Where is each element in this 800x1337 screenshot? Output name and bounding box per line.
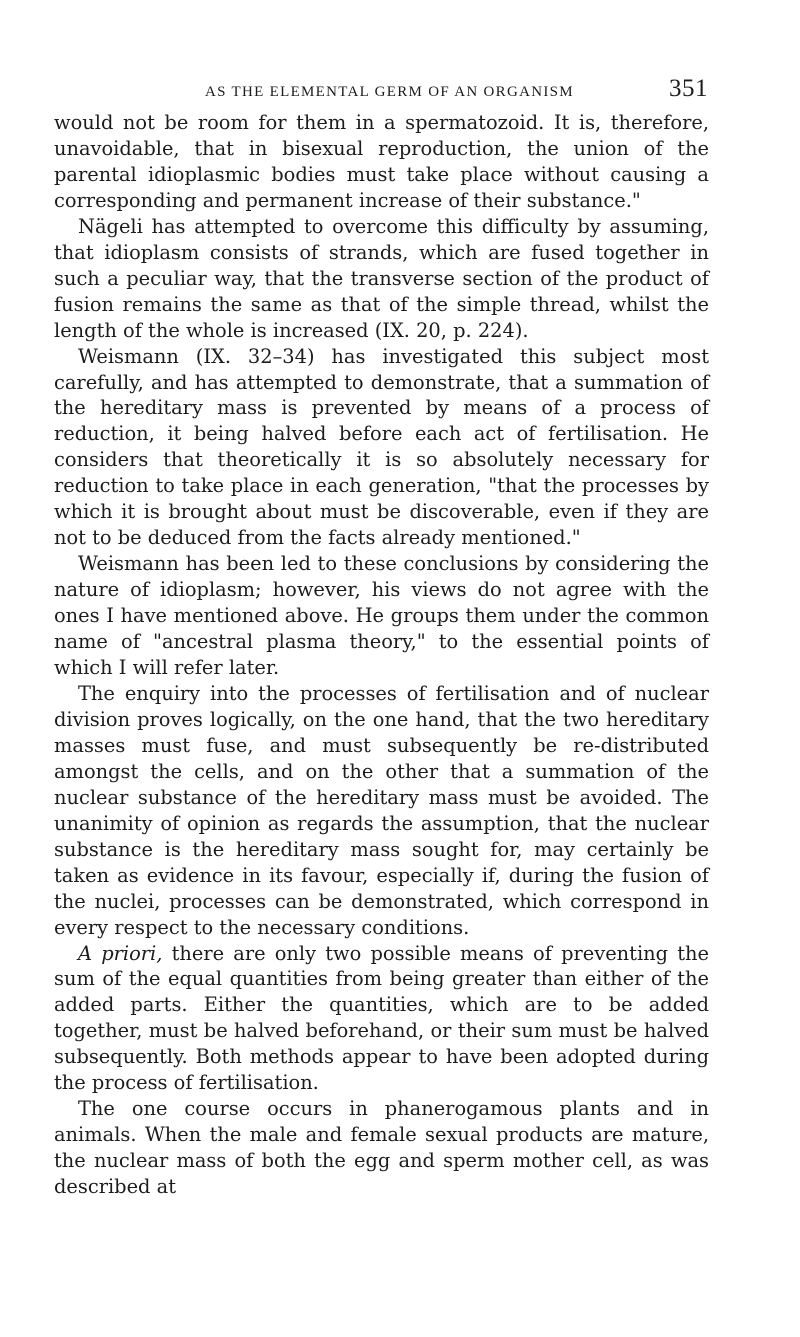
paragraph-1: would not be room for them in a spermatozoid. It is, therefore, unavoidable, that in bisexual reproduction, the union of the parental idioplasmic bodies must take place without causing a corresponding and permanent increase of their substance." (54, 111, 709, 212)
page-number: 351 (669, 75, 708, 102)
paragraph-7: The one course occurs in phanerogamous plants and in animals. When the male and female sexual products are mature, the nuclear mass of both the egg and sperm mother cell, as was described at (54, 1097, 709, 1199)
paragraph-4: Weismann has been led to these conclusions by considering the nature of idioplasm; however, his views do not agree with the ones I have mentioned above. He groups them under the common name of "ancestral plasma theory," to the essential points of which I will refer later. (54, 552, 709, 680)
paragraph-6 (54, 941, 709, 1097)
running-title: AS THE ELEMENTAL GERM OF AN ORGANISM (205, 84, 574, 100)
paragraph-6-italic-lead: A priori, (78, 941, 163, 965)
paragraph-6-text: there are only two possible means of preventing the sum of the equal quantities from being greater than either of the added parts. Either the quantities, which are to be added together, must be halved beforehand, or their sum must be halved subsequently. Both methods appear to have been adopted during the process of fertilisation. (54, 941, 709, 1095)
paragraph-3: Weismann (IX. 32–34) has investigated this subject most carefully, and has attempted to demonstrate, that a summation of the hereditary mass is prevented by means of a process of reduction, it being halved before each act of fertilisation. He considers that theoretically it is so absolutely necessary for reduction to take place in each generation, "that the processes by which it is brought about must be discoverable, even if they are not to be deduced from the facts already mentioned." (54, 344, 709, 550)
paragraph-5: The enquiry into the processes of fertilisation and of nuclear division proves logically, on the one hand, that the two hereditary masses must fuse, and must subsequently be re-distributed amongst the cells, and on the other that a summation of the nuclear substance of the hereditary mass must be avoided. The unanimity of opinion as regards the assumption, that the nuclear substance is the hereditary mass sought for, may certainly be taken as evidence in its favour, especially if, during the fusion of the nuclei, processes can be demonstrated, which correspond in every respect to the necessary conditions. (54, 681, 709, 939)
paragraph-2: Nägeli has attempted to overcome this difficulty by assuming, that idioplasm consists of strands, which are fused together in such a peculiar way, that the transverse section of the product of fusion remains the same as that of the simple thread, whilst the length of the whole is increased (IX. 20, p. 224). (54, 214, 709, 342)
body-text (54, 110, 709, 1200)
